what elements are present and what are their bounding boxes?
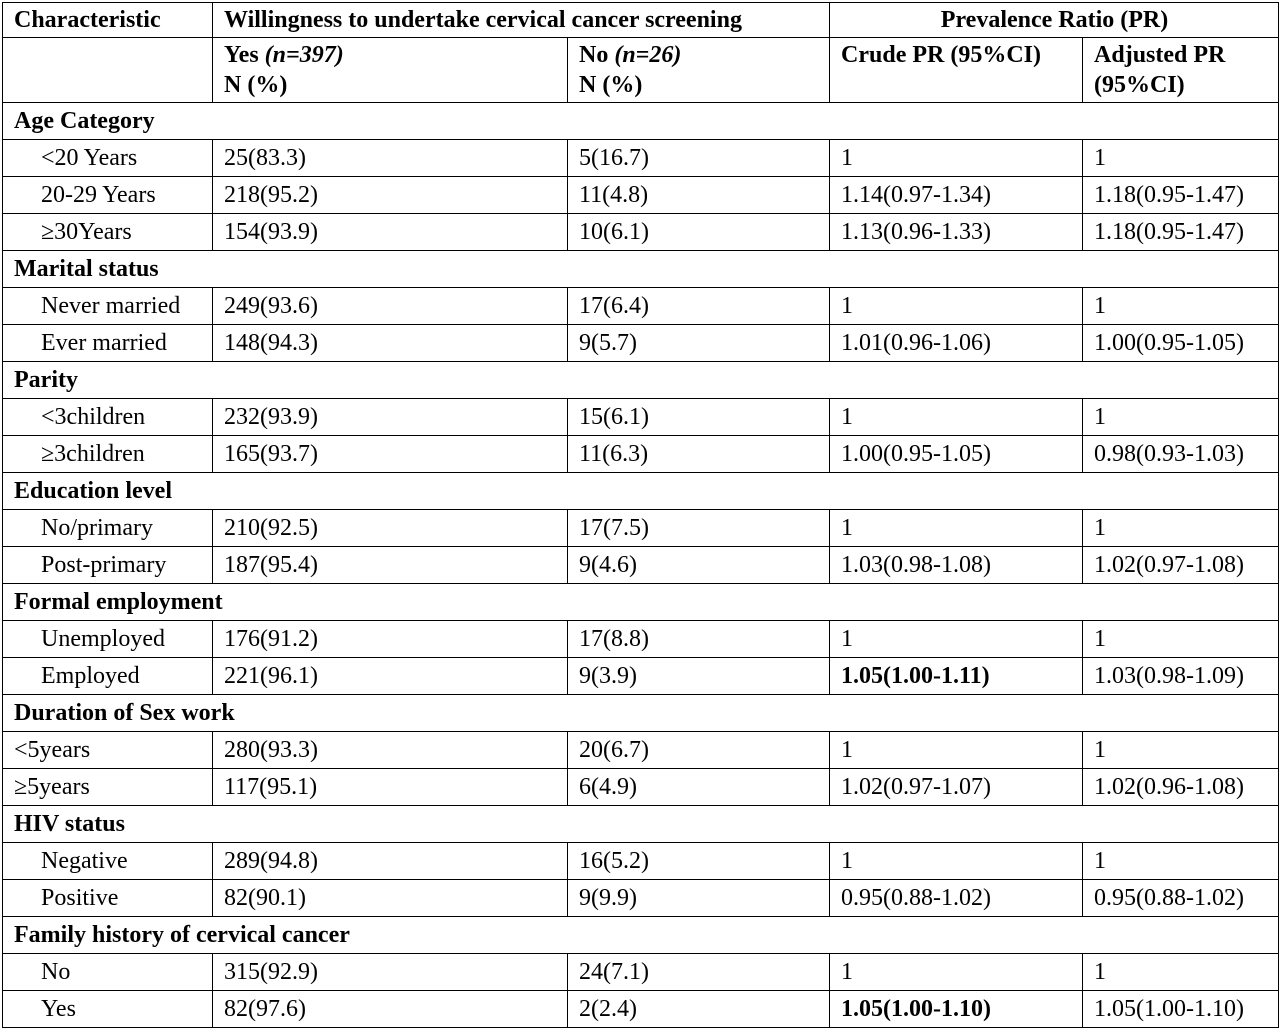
cell-crude-pr: 1.05(1.00-1.11) <box>830 658 1083 695</box>
cell-no: 11(6.3) <box>568 436 830 473</box>
cell-adjusted-pr: 1 <box>1083 399 1279 436</box>
cell-crude-pr: 1 <box>830 732 1083 769</box>
header-yes-n: (n=397) <box>264 42 344 68</box>
cell-crude-pr: 1.00(0.95-1.05) <box>830 436 1083 473</box>
row-label: No/primary <box>3 510 213 547</box>
cell-no: 10(6.1) <box>568 214 830 251</box>
cell-crude-pr: 1.01(0.96-1.06) <box>830 325 1083 362</box>
section-row <box>3 103 1279 140</box>
cell-yes: 232(93.9) <box>213 399 568 436</box>
cell-no: 6(4.9) <box>568 769 830 806</box>
cell-yes: 218(95.2) <box>213 177 568 214</box>
cell-crude-pr: 1 <box>830 843 1083 880</box>
cell-yes: 187(95.4) <box>213 547 568 584</box>
table-row <box>3 954 1279 991</box>
cell-yes: 289(94.8) <box>213 843 568 880</box>
cell-crude-pr: 1.02(0.97-1.07) <box>830 769 1083 806</box>
cell-no: 11(4.8) <box>568 177 830 214</box>
section-title: Age Category <box>3 103 1279 140</box>
header-yes-label: Yes <box>224 42 265 68</box>
cell-yes: 165(93.7) <box>213 436 568 473</box>
section-title: Parity <box>3 362 1279 399</box>
row-label: Employed <box>3 658 213 695</box>
table-row <box>3 399 1279 436</box>
cell-yes: 82(90.1) <box>213 880 568 917</box>
cell-adjusted-pr: 1.18(0.95-1.47) <box>1083 214 1279 251</box>
table-row <box>3 880 1279 917</box>
cell-yes: 315(92.9) <box>213 954 568 991</box>
cell-yes: 176(91.2) <box>213 621 568 658</box>
cell-adjusted-pr: 1.02(0.96-1.08) <box>1083 769 1279 806</box>
cell-crude-pr: 1 <box>830 140 1083 177</box>
row-label: ≥5years <box>3 769 213 806</box>
cell-yes: 221(96.1) <box>213 658 568 695</box>
table-body <box>3 103 1279 1028</box>
row-label: Unemployed <box>3 621 213 658</box>
table-row <box>3 843 1279 880</box>
section-title: Formal employment <box>3 584 1279 621</box>
cell-adjusted-pr: 1 <box>1083 288 1279 325</box>
cell-no: 2(2.4) <box>568 991 830 1028</box>
table-row <box>3 658 1279 695</box>
header-prevalence-ratio: Prevalence Ratio (PR) <box>830 3 1279 38</box>
cell-adjusted-pr: 1.02(0.97-1.08) <box>1083 547 1279 584</box>
header-no-unit: N (%) <box>579 72 643 98</box>
section-title: HIV status <box>3 806 1279 843</box>
cell-no: 5(16.7) <box>568 140 830 177</box>
cell-no: 17(6.4) <box>568 288 830 325</box>
cell-adjusted-pr: 1 <box>1083 954 1279 991</box>
cell-no: 9(9.9) <box>568 880 830 917</box>
cell-crude-pr: 1.14(0.97-1.34) <box>830 177 1083 214</box>
table-row <box>3 547 1279 584</box>
cell-adjusted-pr: 0.98(0.93-1.03) <box>1083 436 1279 473</box>
cell-crude-pr: 1 <box>830 621 1083 658</box>
row-label: Ever married <box>3 325 213 362</box>
cell-adjusted-pr: 1 <box>1083 140 1279 177</box>
table-row <box>3 732 1279 769</box>
header-no <box>568 38 830 103</box>
cell-no: 9(3.9) <box>568 658 830 695</box>
cell-crude-pr: 1 <box>830 954 1083 991</box>
section-title: Duration of Sex work <box>3 695 1279 732</box>
cell-crude-pr: 1.13(0.96-1.33) <box>830 214 1083 251</box>
table-row <box>3 510 1279 547</box>
cell-adjusted-pr: 1.05(1.00-1.10) <box>1083 991 1279 1028</box>
row-label: Yes <box>3 991 213 1028</box>
table-row <box>3 769 1279 806</box>
table-row <box>3 288 1279 325</box>
cell-adjusted-pr: 1.00(0.95-1.05) <box>1083 325 1279 362</box>
section-row <box>3 362 1279 399</box>
cell-crude-pr: 1.03(0.98-1.08) <box>830 547 1083 584</box>
header-row-2 <box>3 38 1279 103</box>
cell-crude-pr: 1 <box>830 510 1083 547</box>
cell-no: 17(7.5) <box>568 510 830 547</box>
cell-adjusted-pr: 1 <box>1083 843 1279 880</box>
header-willingness: Willingness to undertake cervical cancer screening <box>213 3 830 38</box>
cell-adjusted-pr: 0.95(0.88-1.02) <box>1083 880 1279 917</box>
section-row <box>3 584 1279 621</box>
table-row <box>3 325 1279 362</box>
cell-crude-pr: 1 <box>830 399 1083 436</box>
cell-yes: 210(92.5) <box>213 510 568 547</box>
cell-crude-pr: 1.05(1.00-1.10) <box>830 991 1083 1028</box>
header-blank <box>3 38 213 103</box>
row-label: ≥30Years <box>3 214 213 251</box>
section-row <box>3 917 1279 954</box>
row-label: ≥3children <box>3 436 213 473</box>
cell-adjusted-pr: 1 <box>1083 732 1279 769</box>
cell-adjusted-pr: 1 <box>1083 621 1279 658</box>
row-label: Post-primary <box>3 547 213 584</box>
cell-yes: 117(95.1) <box>213 769 568 806</box>
row-label: Positive <box>3 880 213 917</box>
cell-yes: 25(83.3) <box>213 140 568 177</box>
cell-yes: 154(93.9) <box>213 214 568 251</box>
cell-yes: 249(93.6) <box>213 288 568 325</box>
header-yes-unit: N (%) <box>224 72 288 98</box>
cell-yes: 148(94.3) <box>213 325 568 362</box>
table-row <box>3 621 1279 658</box>
results-table <box>2 2 1279 1028</box>
row-label: Negative <box>3 843 213 880</box>
cell-no: 16(5.2) <box>568 843 830 880</box>
row-label: <20 Years <box>3 140 213 177</box>
section-title: Education level <box>3 473 1279 510</box>
cell-no: 9(5.7) <box>568 325 830 362</box>
section-row <box>3 806 1279 843</box>
row-label: 20-29 Years <box>3 177 213 214</box>
table-row <box>3 991 1279 1028</box>
cell-adjusted-pr: 1.18(0.95-1.47) <box>1083 177 1279 214</box>
cell-no: 24(7.1) <box>568 954 830 991</box>
header-characteristic: Characteristic <box>3 3 213 38</box>
cell-no: 17(8.8) <box>568 621 830 658</box>
table-row <box>3 214 1279 251</box>
section-row <box>3 473 1279 510</box>
header-no-n: (n=26) <box>614 42 682 68</box>
row-label: <5years <box>3 732 213 769</box>
row-label: Never married <box>3 288 213 325</box>
table-row <box>3 177 1279 214</box>
table-row <box>3 436 1279 473</box>
section-title: Family history of cervical cancer <box>3 917 1279 954</box>
cell-adjusted-pr: 1.03(0.98-1.09) <box>1083 658 1279 695</box>
table-row <box>3 140 1279 177</box>
cell-no: 15(6.1) <box>568 399 830 436</box>
cell-crude-pr: 0.95(0.88-1.02) <box>830 880 1083 917</box>
row-label: <3children <box>3 399 213 436</box>
cell-adjusted-pr: 1 <box>1083 510 1279 547</box>
cell-yes: 82(97.6) <box>213 991 568 1028</box>
section-row <box>3 695 1279 732</box>
section-title: Marital status <box>3 251 1279 288</box>
header-crude: Crude PR (95%CI) <box>830 38 1083 103</box>
section-row <box>3 251 1279 288</box>
cell-no: 9(4.6) <box>568 547 830 584</box>
header-no-label: No <box>579 42 615 68</box>
header-yes <box>213 38 568 103</box>
cell-crude-pr: 1 <box>830 288 1083 325</box>
row-label: No <box>3 954 213 991</box>
cell-no: 20(6.7) <box>568 732 830 769</box>
header-row-1 <box>3 3 1279 38</box>
header-adjusted: Adjusted PR (95%CI) <box>1083 38 1279 103</box>
cell-yes: 280(93.3) <box>213 732 568 769</box>
